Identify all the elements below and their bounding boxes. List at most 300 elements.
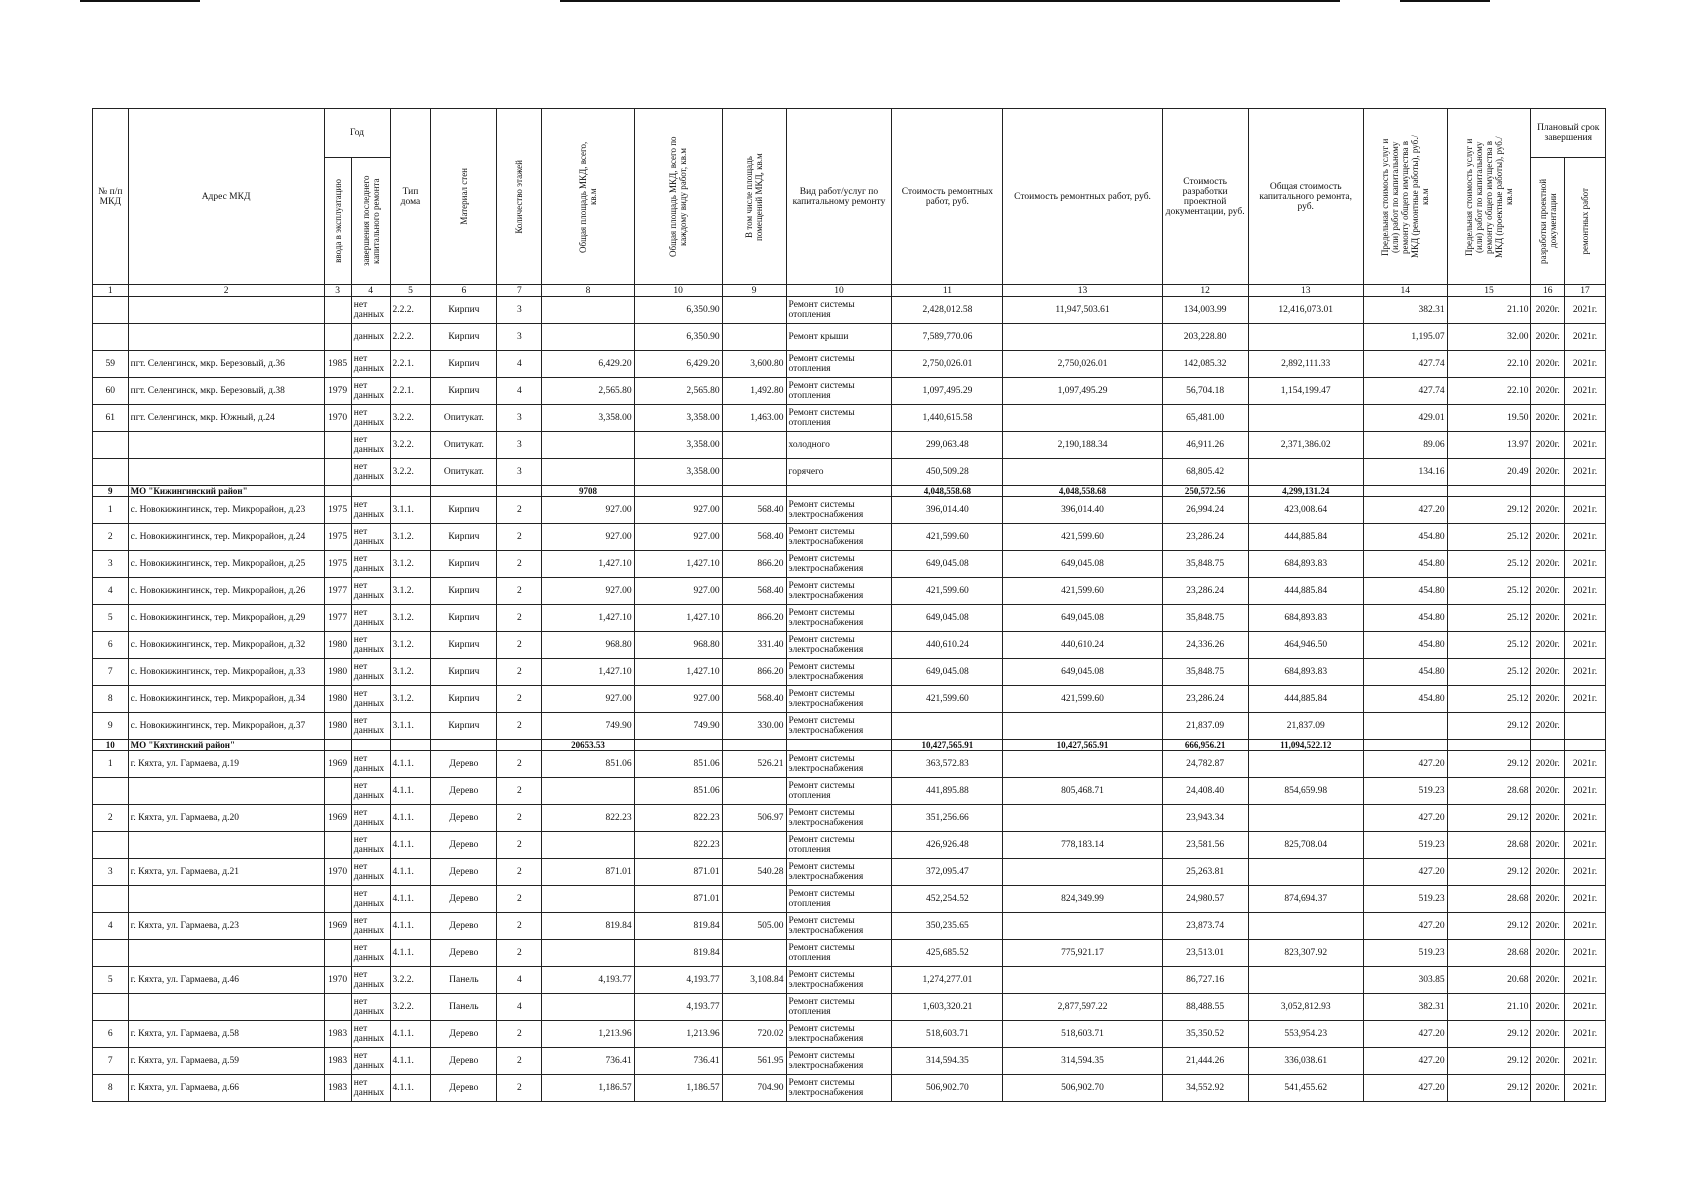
row-number [93, 940, 129, 967]
work-type-cell: Ремонт системы отопления [786, 405, 892, 432]
empty-cell [497, 740, 542, 751]
premises-area-cell: 331.40 [722, 632, 786, 659]
year-last-repair-cell: нет данных [351, 1021, 390, 1048]
plan-design-cell: 2020г. [1531, 994, 1565, 1021]
repair-cost-total-cell [1003, 913, 1162, 940]
repair-cost-total-cell: 11,947,503.61 [1003, 297, 1162, 324]
total-area-cell [542, 940, 634, 967]
plan-design-cell: 2020г. [1531, 832, 1565, 859]
work-type-cell: горячего [786, 459, 892, 486]
row-number: 3 [93, 859, 129, 886]
plan-design-cell: 2020г. [1531, 324, 1565, 351]
total-area-work-cell: 4,193.77 [634, 967, 722, 994]
district-name: МО "Кяхтинский район" [128, 740, 324, 751]
repair-cost-cell: 2,428,012.58 [892, 297, 1003, 324]
limit-cost-repair-cell: 454.80 [1363, 659, 1447, 686]
total-area-cell: 4,193.77 [542, 967, 634, 994]
work-type-cell: Ремонт системы электроснабжения [786, 578, 892, 605]
limit-cost-design-cell: 29.12 [1447, 713, 1531, 740]
work-type-cell: Ремонт системы отопления [786, 994, 892, 1021]
year-commission-cell: 1970 [324, 859, 351, 886]
year-last-repair-cell: нет данных [351, 659, 390, 686]
limit-cost-repair-cell: 303.85 [1363, 967, 1447, 994]
row-number: 9 [93, 713, 129, 740]
limit-cost-design-cell: 21.10 [1447, 297, 1531, 324]
total-area-cell: 927.00 [542, 578, 634, 605]
house-type-cell: 4.1.1. [390, 940, 431, 967]
limit-cost-design-cell: 19.50 [1447, 405, 1531, 432]
work-type-cell: Ремонт системы электроснабжения [786, 524, 892, 551]
total-cost-cell: 444,885.84 [1248, 524, 1363, 551]
total-cost-cell [1248, 859, 1363, 886]
premises-area-cell [722, 432, 786, 459]
header-address: Адрес МКД [128, 109, 324, 285]
repair-cost-total-cell: 805,468.71 [1003, 778, 1162, 805]
plan-design-cell: 2020г. [1531, 686, 1565, 713]
house-type-cell: 4.1.1. [390, 913, 431, 940]
address-cell [128, 432, 324, 459]
repair-cost-cell: 1,274,277.01 [892, 967, 1003, 994]
plan-design-cell: 2020г. [1531, 551, 1565, 578]
column-number: 5 [390, 285, 431, 297]
work-type-cell: Ремонт системы электроснабжения [786, 713, 892, 740]
plan-design-cell: 2020г. [1531, 967, 1565, 994]
empty-cell [722, 740, 786, 751]
plan-design-cell: 2020г. [1531, 713, 1565, 740]
house-type-cell: 4.1.1. [390, 1048, 431, 1075]
limit-cost-design-cell: 21.10 [1447, 994, 1531, 1021]
limit-cost-repair-cell: 427.20 [1363, 497, 1447, 524]
empty-cell [786, 740, 892, 751]
plan-design-cell: 2020г. [1531, 378, 1565, 405]
house-type-cell: 3.2.2. [390, 405, 431, 432]
address-cell [128, 778, 324, 805]
total-cost-cell [1248, 805, 1363, 832]
row-number: 61 [93, 405, 129, 432]
house-type-cell: 3.1.2. [390, 605, 431, 632]
house-type-cell: 4.1.1. [390, 859, 431, 886]
plan-repair-cell: 2021г. [1564, 459, 1605, 486]
total-cost-cell: 444,885.84 [1248, 686, 1363, 713]
wall-material-cell: Кирпич [431, 351, 497, 378]
house-type-cell: 4.1.1. [390, 751, 431, 778]
total-cost-cell: 1,154,199.47 [1248, 378, 1363, 405]
design-cost-cell: 24,980.57 [1162, 886, 1248, 913]
district-total-cost: 11,094,522.12 [1248, 740, 1363, 751]
floors-cell: 2 [497, 632, 542, 659]
total-area-cell: 6,429.20 [542, 351, 634, 378]
limit-cost-design-cell: 32.00 [1447, 324, 1531, 351]
address-cell [128, 994, 324, 1021]
repair-cost-total-cell: 506,902.70 [1003, 1075, 1162, 1102]
plan-design-cell: 2020г. [1531, 632, 1565, 659]
plan-repair-cell: 2021г. [1564, 886, 1605, 913]
plan-design-cell: 2020г. [1531, 578, 1565, 605]
floors-cell: 2 [497, 1021, 542, 1048]
table-row [93, 805, 1606, 832]
column-number: 1 [93, 285, 129, 297]
limit-cost-repair-cell: 427.74 [1363, 378, 1447, 405]
column-number: 6 [431, 285, 497, 297]
limit-cost-design-cell: 28.68 [1447, 886, 1531, 913]
wall-material-cell: Кирпич [431, 297, 497, 324]
design-cost-cell: 23,286.24 [1162, 578, 1248, 605]
year-commission-cell: 1975 [324, 524, 351, 551]
year-last-repair-cell: нет данных [351, 805, 390, 832]
year-commission-cell: 1980 [324, 632, 351, 659]
design-cost-cell: 134,003.99 [1162, 297, 1248, 324]
floors-cell: 2 [497, 1048, 542, 1075]
house-type-cell: 4.1.1. [390, 1021, 431, 1048]
table-row [93, 1048, 1606, 1075]
year-commission-cell: 1979 [324, 378, 351, 405]
house-type-cell: 3.1.2. [390, 659, 431, 686]
total-area-work-cell: 927.00 [634, 524, 722, 551]
floors-cell: 2 [497, 659, 542, 686]
repair-cost-cell: 314,594.35 [892, 1048, 1003, 1075]
total-area-work-cell: 736.41 [634, 1048, 722, 1075]
empty-cell [1447, 740, 1531, 751]
total-area-work-cell: 822.23 [634, 832, 722, 859]
row-number: 6 [93, 632, 129, 659]
total-cost-cell: 423,008.64 [1248, 497, 1363, 524]
year-commission-cell [324, 832, 351, 859]
repair-cost-total-cell: 2,190,188.34 [1003, 432, 1162, 459]
column-number: 12 [1162, 285, 1248, 297]
limit-cost-repair-cell: 427.20 [1363, 913, 1447, 940]
table-row [93, 994, 1606, 1021]
year-commission-cell: 1983 [324, 1048, 351, 1075]
total-cost-cell: 684,893.83 [1248, 551, 1363, 578]
total-area-work-cell: 3,358.00 [634, 405, 722, 432]
year-commission-cell: 1977 [324, 605, 351, 632]
address-cell [128, 459, 324, 486]
plan-repair-cell: 2021г. [1564, 324, 1605, 351]
limit-cost-repair-cell: 454.80 [1363, 632, 1447, 659]
plan-repair-cell [1564, 713, 1605, 740]
year-last-repair-cell: нет данных [351, 1048, 390, 1075]
plan-repair-cell: 2021г. [1564, 551, 1605, 578]
column-number: 16 [1531, 285, 1565, 297]
district-design-cost: 666,956.21 [1162, 740, 1248, 751]
table-row [93, 378, 1606, 405]
year-commission-cell: 1969 [324, 751, 351, 778]
plan-design-cell: 2020г. [1531, 351, 1565, 378]
repair-cost-total-cell: 421,599.60 [1003, 578, 1162, 605]
repair-cost-total-cell: 649,045.08 [1003, 605, 1162, 632]
row-number [93, 994, 129, 1021]
empty-cell [431, 740, 497, 751]
total-area-work-cell: 851.06 [634, 778, 722, 805]
house-type-cell: 2.2.2. [390, 324, 431, 351]
table-row [93, 659, 1606, 686]
premises-area-cell: 505.00 [722, 913, 786, 940]
header-row-main [93, 109, 1606, 158]
limit-cost-repair-cell: 454.80 [1363, 551, 1447, 578]
table-row [93, 632, 1606, 659]
empty-cell [1564, 740, 1605, 751]
premises-area-cell: 330.00 [722, 713, 786, 740]
table-row [93, 859, 1606, 886]
limit-cost-design-cell: 20.68 [1447, 967, 1531, 994]
total-cost-cell: 541,455.62 [1248, 1075, 1363, 1102]
floors-cell: 2 [497, 1075, 542, 1102]
total-cost-cell: 854,659.98 [1248, 778, 1363, 805]
total-area-work-cell: 871.01 [634, 886, 722, 913]
total-cost-cell: 336,038.61 [1248, 1048, 1363, 1075]
district-number: 10 [93, 740, 129, 751]
repair-cost-total-cell: 2,877,597.22 [1003, 994, 1162, 1021]
floors-cell: 2 [497, 913, 542, 940]
limit-cost-design-cell: 28.68 [1447, 778, 1531, 805]
limit-cost-repair-cell: 427.20 [1363, 805, 1447, 832]
design-cost-cell: 34,552.92 [1162, 1075, 1248, 1102]
limit-cost-repair-cell: 519.23 [1363, 886, 1447, 913]
total-area-cell [542, 459, 634, 486]
repair-cost-total-cell [1003, 459, 1162, 486]
house-type-cell: 3.2.2. [390, 967, 431, 994]
table-row [93, 886, 1606, 913]
table-row [93, 940, 1606, 967]
limit-cost-design-cell: 29.12 [1447, 1048, 1531, 1075]
column-number: 13 [1003, 285, 1162, 297]
total-cost-cell: 3,052,812.93 [1248, 994, 1363, 1021]
design-cost-cell: 23,873.74 [1162, 913, 1248, 940]
column-number: 13 [1248, 285, 1363, 297]
year-last-repair-cell: нет данных [351, 994, 390, 1021]
district-total-cost: 4,299,131.24 [1248, 486, 1363, 497]
year-commission-cell: 1977 [324, 578, 351, 605]
limit-cost-design-cell: 25.12 [1447, 524, 1531, 551]
total-cost-cell: 684,893.83 [1248, 605, 1363, 632]
plan-repair-cell: 2021г. [1564, 1075, 1605, 1102]
premises-area-cell: 540.28 [722, 859, 786, 886]
table-row [93, 551, 1606, 578]
table-row [93, 459, 1606, 486]
district-repair-cost: 10,427,565.91 [892, 740, 1003, 751]
house-type-cell: 2.2.1. [390, 351, 431, 378]
work-type-cell: Ремонт системы отопления [786, 778, 892, 805]
header-floors: Количество этажей [514, 159, 525, 234]
address-cell: с. Новокижингинск, тер. Микрорайон, д.34 [128, 686, 324, 713]
year-last-repair-cell: нет данных [351, 832, 390, 859]
address-cell: г. Кяхта, ул. Гармаева, д.66 [128, 1075, 324, 1102]
house-type-cell: 4.1.1. [390, 1075, 431, 1102]
row-number: 3 [93, 551, 129, 578]
total-cost-cell [1248, 751, 1363, 778]
repair-cost-cell: 450,509.28 [892, 459, 1003, 486]
header-repair-cost-total: Стоимость ремонтных работ, руб. [1003, 109, 1162, 285]
district-total-area: 20653.53 [542, 740, 634, 751]
year-last-repair-cell: нет данных [351, 605, 390, 632]
repair-cost-cell: 425,685.52 [892, 940, 1003, 967]
wall-material-cell: Кирпич [431, 686, 497, 713]
year-commission-cell: 1980 [324, 659, 351, 686]
repair-cost-cell: 440,610.24 [892, 632, 1003, 659]
plan-repair-cell: 2021г. [1564, 1021, 1605, 1048]
repair-cost-total-cell [1003, 805, 1162, 832]
premises-area-cell [722, 940, 786, 967]
table-row [93, 524, 1606, 551]
row-number: 4 [93, 578, 129, 605]
plan-repair-cell: 2021г. [1564, 1048, 1605, 1075]
work-type-cell: Ремонт системы электроснабжения [786, 605, 892, 632]
wall-material-cell: Кирпич [431, 551, 497, 578]
design-cost-cell: 26,994.24 [1162, 497, 1248, 524]
design-cost-cell: 24,408.40 [1162, 778, 1248, 805]
header-house-type: Тип дома [390, 109, 431, 285]
row-number: 59 [93, 351, 129, 378]
premises-area-cell: 526.21 [722, 751, 786, 778]
total-area-work-cell: 1,213.96 [634, 1021, 722, 1048]
total-area-cell [542, 297, 634, 324]
total-area-work-cell: 968.80 [634, 632, 722, 659]
house-type-cell: 3.1.2. [390, 632, 431, 659]
total-area-cell: 1,427.10 [542, 551, 634, 578]
address-cell: г. Кяхта, ул. Гармаева, д.19 [128, 751, 324, 778]
table-row [93, 497, 1606, 524]
limit-cost-repair-cell: 519.23 [1363, 778, 1447, 805]
design-cost-cell: 23,943.34 [1162, 805, 1248, 832]
work-type-cell: Ремонт системы электроснабжения [786, 859, 892, 886]
total-area-work-cell: 6,350.90 [634, 297, 722, 324]
floors-cell: 3 [497, 405, 542, 432]
wall-material-cell: Дерево [431, 805, 497, 832]
plan-design-cell: 2020г. [1531, 497, 1565, 524]
wall-material-cell: Панель [431, 967, 497, 994]
year-last-repair-cell: нет данных [351, 778, 390, 805]
total-area-cell: 927.00 [542, 686, 634, 713]
repair-cost-total-cell: 775,921.17 [1003, 940, 1162, 967]
header-year-last-repair: завершения последнего капитального ремонта [360, 175, 381, 267]
repair-cost-cell: 396,014.40 [892, 497, 1003, 524]
year-last-repair-cell: нет данных [351, 967, 390, 994]
row-number: 6 [93, 1021, 129, 1048]
wall-material-cell: Дерево [431, 859, 497, 886]
header-limit-cost-design: Предельная стоимость услуг и (или) работ по капитальному ремонту общего имущества в МКД (проектные работы), руб./кв.м [1464, 135, 1515, 258]
limit-cost-repair-cell: 427.20 [1363, 859, 1447, 886]
repair-cost-cell: 426,926.48 [892, 832, 1003, 859]
district-total-area: 9708 [542, 486, 634, 497]
repair-cost-total-cell [1003, 713, 1162, 740]
district-repair-cost-total: 4,048,558.68 [1003, 486, 1162, 497]
address-cell: пгт. Селенгинск, мкр. Южный, д.24 [128, 405, 324, 432]
premises-area-cell: 3,600.80 [722, 351, 786, 378]
repair-cost-total-cell [1003, 405, 1162, 432]
table-row [93, 1021, 1606, 1048]
header-year-group: Год [324, 109, 390, 158]
repair-cost-total-cell: 649,045.08 [1003, 551, 1162, 578]
floors-cell: 2 [497, 686, 542, 713]
total-area-cell [542, 886, 634, 913]
total-area-work-cell: 1,427.10 [634, 605, 722, 632]
total-area-cell [542, 324, 634, 351]
design-cost-cell: 35,350.52 [1162, 1021, 1248, 1048]
total-cost-cell: 464,946.50 [1248, 632, 1363, 659]
work-type-cell: Ремонт системы электроснабжения [786, 805, 892, 832]
limit-cost-repair-cell [1363, 713, 1447, 740]
limit-cost-design-cell: 22.10 [1447, 378, 1531, 405]
address-cell [128, 324, 324, 351]
year-commission-cell: 1970 [324, 405, 351, 432]
total-area-cell: 749.90 [542, 713, 634, 740]
premises-area-cell [722, 778, 786, 805]
plan-repair-cell: 2021г. [1564, 351, 1605, 378]
table-row [93, 778, 1606, 805]
plan-design-cell: 2020г. [1531, 405, 1565, 432]
limit-cost-design-cell: 28.68 [1447, 940, 1531, 967]
repair-cost-cell: 421,599.60 [892, 686, 1003, 713]
plan-repair-cell: 2021г. [1564, 778, 1605, 805]
address-cell [128, 940, 324, 967]
year-commission-cell [324, 778, 351, 805]
total-area-work-cell: 871.01 [634, 859, 722, 886]
total-cost-cell: 12,416,073.01 [1248, 297, 1363, 324]
premises-area-cell: 720.02 [722, 1021, 786, 1048]
floors-cell: 2 [497, 832, 542, 859]
repair-cost-total-cell: 824,349.99 [1003, 886, 1162, 913]
total-area-cell: 822.23 [542, 805, 634, 832]
design-cost-cell: 86,727.16 [1162, 967, 1248, 994]
total-cost-cell [1248, 324, 1363, 351]
repair-cost-cell: 421,599.60 [892, 578, 1003, 605]
plan-repair-cell: 2021г. [1564, 297, 1605, 324]
repair-cost-cell: 299,063.48 [892, 432, 1003, 459]
house-type-cell: 3.1.2. [390, 524, 431, 551]
plan-design-cell: 2020г. [1531, 1048, 1565, 1075]
design-cost-cell: 23,513.01 [1162, 940, 1248, 967]
repair-cost-cell: 441,895.88 [892, 778, 1003, 805]
design-cost-cell: 23,286.24 [1162, 524, 1248, 551]
total-area-work-cell: 927.00 [634, 578, 722, 605]
row-number: 4 [93, 913, 129, 940]
column-number: 3 [324, 285, 351, 297]
total-area-work-cell: 851.06 [634, 751, 722, 778]
address-cell: с. Новокижингинск, тер. Микрорайон, д.23 [128, 497, 324, 524]
repair-cost-cell: 363,572.83 [892, 751, 1003, 778]
floors-cell: 3 [497, 432, 542, 459]
limit-cost-design-cell: 29.12 [1447, 1021, 1531, 1048]
header-design-cost: Стоимость разработки проектной документации, руб. [1162, 109, 1248, 285]
total-cost-cell: 874,694.37 [1248, 886, 1363, 913]
repair-cost-total-cell: 421,599.60 [1003, 524, 1162, 551]
total-cost-cell: 684,893.83 [1248, 659, 1363, 686]
design-cost-cell: 35,848.75 [1162, 605, 1248, 632]
plan-repair-cell: 2021г. [1564, 405, 1605, 432]
repair-cost-total-cell: 1,097,495.29 [1003, 378, 1162, 405]
premises-area-cell: 506.97 [722, 805, 786, 832]
district-design-cost: 250,572.56 [1162, 486, 1248, 497]
header-plan-repair: ремонтных работ [1579, 187, 1590, 255]
row-number: 60 [93, 378, 129, 405]
floors-cell: 3 [497, 459, 542, 486]
year-last-repair-cell: нет данных [351, 578, 390, 605]
premises-area-cell: 866.20 [722, 605, 786, 632]
header-premises-area: В том числе площадь помещений МКД, кв.м [744, 152, 765, 241]
plan-design-cell: 2020г. [1531, 751, 1565, 778]
repair-cost-cell: 2,750,026.01 [892, 351, 1003, 378]
limit-cost-design-cell: 20.49 [1447, 459, 1531, 486]
column-number: 7 [497, 285, 542, 297]
repair-cost-cell: 421,599.60 [892, 524, 1003, 551]
repair-cost-total-cell [1003, 324, 1162, 351]
floors-cell: 2 [497, 497, 542, 524]
year-commission-cell [324, 994, 351, 1021]
work-type-cell: Ремонт системы электроснабжения [786, 686, 892, 713]
column-number: 9 [722, 285, 786, 297]
total-area-work-cell: 4,193.77 [634, 994, 722, 1021]
table-row [93, 1075, 1606, 1102]
